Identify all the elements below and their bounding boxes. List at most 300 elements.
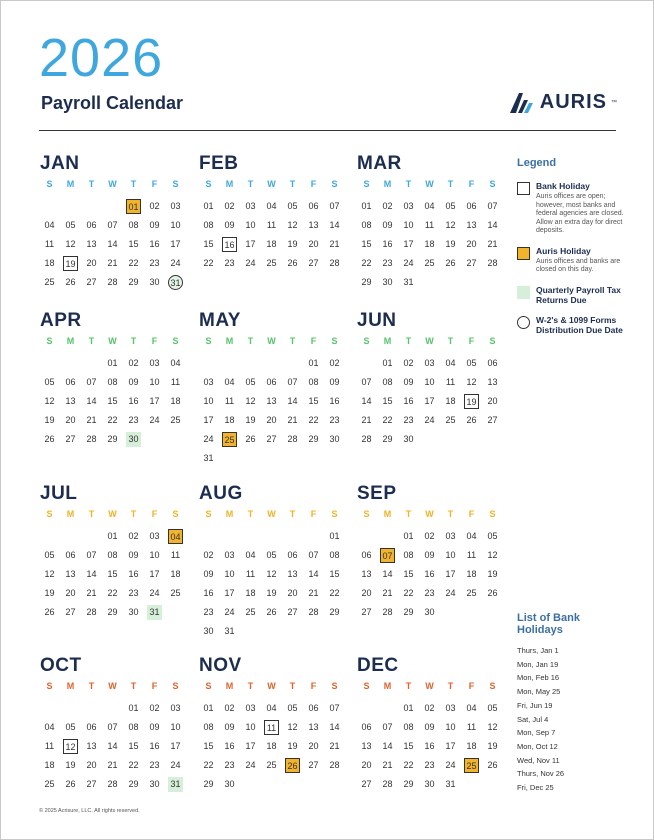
day-cell: 27 <box>466 258 477 268</box>
bank-holiday-items <box>517 644 627 795</box>
day-cell: 14 <box>107 239 118 249</box>
day-cell: 22 <box>403 588 414 598</box>
day-cell: 18 <box>466 569 477 579</box>
weekday-label: S <box>331 509 338 519</box>
weekday-label: S <box>46 509 53 519</box>
day-grid <box>356 354 508 449</box>
day-cell: 27 <box>266 434 277 444</box>
day-cell: 25 <box>445 415 456 425</box>
weekday-label: T <box>88 681 95 691</box>
day-cell: 14 <box>382 569 393 579</box>
weekday-label: M <box>383 336 392 346</box>
weekday-label: S <box>205 336 212 346</box>
day-cell: 07 <box>308 550 319 560</box>
day-cell: 24 <box>403 258 414 268</box>
day-cell: 18 <box>424 239 435 249</box>
bank-holiday-item: Sat, Jul 4 <box>517 714 549 724</box>
day-cell: 09 <box>424 550 435 560</box>
day-cell: 10 <box>170 220 181 230</box>
day-cell: 16 <box>149 741 160 751</box>
day-cell: 16 <box>424 569 435 579</box>
day-cell: 30 <box>424 779 435 789</box>
weekday-label: S <box>363 179 370 189</box>
day-cell: 09 <box>224 722 235 732</box>
legend-text <box>536 181 627 236</box>
weekday-label: S <box>205 509 212 519</box>
month-feb <box>198 153 350 273</box>
day-cell: 14 <box>107 741 118 751</box>
day-cell: 20 <box>65 415 76 425</box>
legend-text <box>536 285 627 305</box>
day-cell: 11 <box>266 220 277 230</box>
day-cell: 22 <box>107 415 118 425</box>
bank-holiday-item: Mon, May 25 <box>517 687 561 697</box>
day-cell: 28 <box>86 434 97 444</box>
month-aug <box>198 483 350 641</box>
day-grid <box>39 197 191 292</box>
weekday-label: M <box>66 179 75 189</box>
weekday-label: T <box>447 681 454 691</box>
day-cell: 04 <box>44 722 55 732</box>
weekday-label: F <box>151 179 158 189</box>
day-cell: 29 <box>361 277 372 287</box>
day-cell: 01 <box>329 531 340 541</box>
weekday-label: M <box>66 681 75 691</box>
weekday-label: T <box>289 681 296 691</box>
day-cell: 15 <box>361 239 372 249</box>
day-cell: 23 <box>128 415 139 425</box>
weekday-label: T <box>447 509 454 519</box>
weekday-header <box>39 681 191 695</box>
month-nov <box>198 655 350 794</box>
day-cell: 22 <box>403 760 414 770</box>
day-cell: 05 <box>487 531 498 541</box>
day-cell: 21 <box>329 239 340 249</box>
weekday-label: T <box>88 509 95 519</box>
day-cell: 04 <box>445 358 456 368</box>
weekday-label: S <box>46 336 53 346</box>
day-cell: 22 <box>203 760 214 770</box>
day-cell: 02 <box>424 531 435 541</box>
calendar-subtitle: Payroll Calendar <box>41 93 184 113</box>
auris-holiday-day: 25 <box>464 758 479 773</box>
weekday-header <box>39 509 191 523</box>
day-cell: 15 <box>128 239 139 249</box>
day-cell: 04 <box>245 550 256 560</box>
day-cell: 06 <box>86 220 97 230</box>
day-cell: 28 <box>382 607 393 617</box>
bank-holiday-item: Thurs, Jan 1 <box>517 646 559 655</box>
weekday-header <box>39 336 191 350</box>
month-name: JUN <box>357 310 397 331</box>
month-may <box>198 310 350 468</box>
legend-item-title: Bank Holiday <box>536 181 590 191</box>
weekday-label: M <box>383 681 392 691</box>
auris-holiday-day: 01 <box>126 199 141 214</box>
auris-holiday-day: 07 <box>380 548 395 563</box>
day-cell: 22 <box>308 415 319 425</box>
month-oct <box>39 655 191 794</box>
day-cell: 31 <box>445 779 456 789</box>
day-cell: 15 <box>203 239 214 249</box>
day-cell: 23 <box>128 588 139 598</box>
day-cell: 03 <box>149 531 160 541</box>
weekday-label: S <box>172 179 179 189</box>
day-cell: 06 <box>266 377 277 387</box>
day-cell: 15 <box>107 569 118 579</box>
day-cell: 09 <box>224 220 235 230</box>
day-cell: 09 <box>149 722 160 732</box>
day-cell: 11 <box>445 377 456 387</box>
day-cell: 02 <box>128 531 139 541</box>
month-sep <box>356 483 508 622</box>
day-cell: 20 <box>266 415 277 425</box>
day-cell: 05 <box>65 722 76 732</box>
day-cell: 01 <box>128 703 139 713</box>
weekday-header <box>198 336 350 350</box>
day-cell: 22 <box>128 258 139 268</box>
day-cell: 18 <box>245 588 256 598</box>
day-cell: 09 <box>329 377 340 387</box>
day-cell: 19 <box>65 760 76 770</box>
weekday-label: T <box>289 179 296 189</box>
day-cell: 29 <box>128 779 139 789</box>
month-name: MAR <box>357 153 402 174</box>
legend-text <box>536 315 627 335</box>
weekday-label: W <box>425 179 434 189</box>
legend <box>517 157 627 345</box>
day-cell: 12 <box>287 722 298 732</box>
day-cell: 29 <box>107 434 118 444</box>
day-cell: 13 <box>287 569 298 579</box>
tax-due-day: 31 <box>168 777 183 792</box>
day-cell: 13 <box>86 239 97 249</box>
day-cell: 20 <box>65 588 76 598</box>
bank-holiday-item: Fri, Jun 19 <box>517 700 553 710</box>
weekday-header <box>356 681 508 695</box>
day-cell: 03 <box>203 377 214 387</box>
year-title: 2026 <box>39 28 164 88</box>
bank-holiday-item: Thurs, Nov 26 <box>517 769 565 779</box>
day-cell: 01 <box>107 358 118 368</box>
legend-item-title: W-2's & 1099 Forms Distribution Due Date <box>536 314 623 335</box>
day-cell: 06 <box>308 201 319 211</box>
day-cell: 02 <box>128 358 139 368</box>
day-cell: 13 <box>86 741 97 751</box>
day-cell: 20 <box>308 239 319 249</box>
day-cell: 16 <box>424 741 435 751</box>
month-apr <box>39 310 191 449</box>
day-cell: 09 <box>403 377 414 387</box>
day-cell: 18 <box>266 239 277 249</box>
legend-title: Legend <box>517 157 557 169</box>
logo-trademark: ™ <box>611 99 617 106</box>
day-cell: 04 <box>466 703 477 713</box>
weekday-header <box>198 509 350 523</box>
day-cell: 19 <box>487 569 498 579</box>
day-cell: 03 <box>170 703 181 713</box>
day-cell: 21 <box>487 239 498 249</box>
day-cell: 07 <box>86 377 97 387</box>
day-cell: 18 <box>224 415 235 425</box>
day-cell: 27 <box>86 277 97 287</box>
day-cell: 10 <box>403 220 414 230</box>
day-cell: 27 <box>361 779 372 789</box>
day-cell: 27 <box>487 415 498 425</box>
weekday-label: F <box>310 336 317 346</box>
day-cell: 12 <box>245 396 256 406</box>
day-cell: 12 <box>287 220 298 230</box>
day-cell: 01 <box>382 358 393 368</box>
day-cell: 27 <box>287 607 298 617</box>
day-cell: 13 <box>266 396 277 406</box>
day-cell: 07 <box>329 703 340 713</box>
day-cell: 27 <box>65 607 76 617</box>
day-cell: 14 <box>308 569 319 579</box>
day-grid <box>356 699 508 794</box>
weekday-label: W <box>267 681 276 691</box>
day-cell: 24 <box>224 607 235 617</box>
day-cell: 23 <box>382 258 393 268</box>
legend-item-title: Quarterly Payroll Tax Returns Due <box>536 284 621 305</box>
day-cell: 04 <box>266 201 277 211</box>
day-cell: 26 <box>487 760 498 770</box>
day-cell: 17 <box>245 239 256 249</box>
day-cell: 21 <box>287 415 298 425</box>
day-cell: 30 <box>149 779 160 789</box>
day-cell: 06 <box>287 550 298 560</box>
day-cell: 20 <box>361 588 372 598</box>
day-cell: 02 <box>224 201 235 211</box>
bank-holiday-item: Mon, Oct 12 <box>517 741 558 751</box>
month-name: FEB <box>199 153 239 174</box>
day-cell: 08 <box>403 722 414 732</box>
day-cell: 28 <box>361 434 372 444</box>
day-cell: 03 <box>245 201 256 211</box>
weekday-label: T <box>289 509 296 519</box>
day-cell: 22 <box>361 258 372 268</box>
day-cell: 02 <box>203 550 214 560</box>
weekday-label: T <box>130 681 137 691</box>
weekday-label: S <box>205 179 212 189</box>
day-cell: 15 <box>329 569 340 579</box>
month-name: APR <box>40 310 82 331</box>
day-grid <box>39 527 191 622</box>
day-cell: 05 <box>65 220 76 230</box>
day-grid <box>198 354 350 468</box>
day-cell: 02 <box>224 703 235 713</box>
day-grid <box>198 527 350 641</box>
legend-item-description: Auris offices and banks are closed on this day. <box>536 257 621 273</box>
day-cell: 19 <box>44 415 55 425</box>
day-cell: 12 <box>44 396 55 406</box>
day-cell: 11 <box>424 220 435 230</box>
day-cell: 14 <box>86 396 97 406</box>
day-cell: 06 <box>487 358 498 368</box>
day-cell: 23 <box>329 415 340 425</box>
day-cell: 21 <box>308 588 319 598</box>
day-cell: 27 <box>308 760 319 770</box>
day-cell: 18 <box>170 396 181 406</box>
day-cell: 28 <box>107 779 118 789</box>
weekday-label: S <box>46 681 53 691</box>
day-cell: 07 <box>361 377 372 387</box>
day-cell: 14 <box>361 396 372 406</box>
bank-holiday-item: Mon, Sep 7 <box>517 728 556 738</box>
day-cell: 21 <box>382 588 393 598</box>
day-cell: 07 <box>382 722 393 732</box>
day-cell: 09 <box>128 377 139 387</box>
day-cell: 10 <box>424 377 435 387</box>
weekday-label: S <box>205 681 212 691</box>
day-cell: 07 <box>329 201 340 211</box>
bank-holiday-day: 16 <box>222 237 237 252</box>
day-cell: 15 <box>403 569 414 579</box>
day-cell: 24 <box>245 760 256 770</box>
day-cell: 17 <box>403 239 414 249</box>
day-cell: 22 <box>203 258 214 268</box>
day-cell: 23 <box>149 760 160 770</box>
day-cell: 16 <box>224 741 235 751</box>
weekday-label: S <box>172 509 179 519</box>
weekday-label: M <box>383 179 392 189</box>
day-cell: 08 <box>128 722 139 732</box>
day-cell: 04 <box>424 201 435 211</box>
day-cell: 19 <box>445 239 456 249</box>
day-cell: 28 <box>107 277 118 287</box>
day-cell: 10 <box>245 220 256 230</box>
day-cell: 29 <box>128 277 139 287</box>
day-cell: 02 <box>403 358 414 368</box>
day-cell: 10 <box>245 722 256 732</box>
day-grid <box>356 197 508 292</box>
bank-holiday-list-title: List of Bank Holidays <box>517 612 580 636</box>
month-name: AUG <box>199 483 243 504</box>
weekday-label: F <box>151 336 158 346</box>
day-cell: 25 <box>466 588 477 598</box>
weekday-label: S <box>363 681 370 691</box>
bank-holiday-item: Mon, Jan 19 <box>517 659 559 669</box>
day-cell: 09 <box>424 722 435 732</box>
month-jun <box>356 310 508 449</box>
day-cell: 09 <box>203 569 214 579</box>
weekday-label: T <box>130 336 137 346</box>
day-cell: 19 <box>266 588 277 598</box>
day-cell: 05 <box>487 703 498 713</box>
day-cell: 10 <box>149 377 160 387</box>
day-cell: 11 <box>466 722 477 732</box>
day-grid <box>356 527 508 622</box>
day-cell: 14 <box>487 220 498 230</box>
auris-logo <box>508 91 617 114</box>
day-cell: 18 <box>44 258 55 268</box>
day-cell: 30 <box>424 607 435 617</box>
day-cell: 03 <box>445 703 456 713</box>
auris-logo-icon <box>508 92 536 114</box>
day-cell: 21 <box>86 588 97 598</box>
weekday-label: M <box>225 336 234 346</box>
day-cell: 26 <box>44 434 55 444</box>
weekday-label: T <box>130 509 137 519</box>
day-cell: 25 <box>44 779 55 789</box>
day-grid <box>198 699 350 794</box>
weekday-label: S <box>172 336 179 346</box>
day-cell: 24 <box>424 415 435 425</box>
auris-holiday-day: 25 <box>222 432 237 447</box>
day-cell: 21 <box>107 258 118 268</box>
day-cell: 18 <box>44 760 55 770</box>
weekday-label: T <box>289 336 296 346</box>
day-cell: 20 <box>308 741 319 751</box>
day-cell: 31 <box>224 626 235 636</box>
weekday-label: F <box>151 509 158 519</box>
bank-holiday-day: 19 <box>464 394 479 409</box>
day-cell: 02 <box>424 703 435 713</box>
day-cell: 15 <box>107 396 118 406</box>
day-cell: 13 <box>65 396 76 406</box>
day-cell: 06 <box>65 377 76 387</box>
day-cell: 28 <box>487 258 498 268</box>
w2-due-day: 31 <box>168 275 183 290</box>
day-cell: 28 <box>287 434 298 444</box>
weekday-header <box>356 509 508 523</box>
day-cell: 14 <box>329 722 340 732</box>
weekday-label: T <box>88 336 95 346</box>
day-cell: 08 <box>107 550 118 560</box>
day-cell: 23 <box>224 760 235 770</box>
day-cell: 20 <box>361 760 372 770</box>
day-cell: 12 <box>65 239 76 249</box>
month-name: JUL <box>40 483 78 504</box>
day-cell: 08 <box>361 220 372 230</box>
day-cell: 23 <box>403 415 414 425</box>
day-cell: 19 <box>44 588 55 598</box>
day-cell: 30 <box>149 277 160 287</box>
weekday-label: S <box>172 681 179 691</box>
bank-holiday-item: Wed, Nov 11 <box>517 755 560 765</box>
day-cell: 27 <box>86 779 97 789</box>
day-cell: 10 <box>224 569 235 579</box>
day-cell: 18 <box>466 741 477 751</box>
day-cell: 17 <box>445 569 456 579</box>
day-cell: 25 <box>266 258 277 268</box>
day-cell: 10 <box>170 722 181 732</box>
day-cell: 25 <box>266 760 277 770</box>
day-cell: 31 <box>403 277 414 287</box>
day-cell: 13 <box>466 220 477 230</box>
day-grid <box>39 699 191 794</box>
day-cell: 01 <box>203 201 214 211</box>
weekday-label: W <box>267 509 276 519</box>
day-cell: 12 <box>266 569 277 579</box>
day-cell: 22 <box>382 415 393 425</box>
weekday-label: M <box>66 336 75 346</box>
month-name: DEC <box>357 655 399 676</box>
day-cell: 30 <box>224 779 235 789</box>
weekday-label: M <box>225 681 234 691</box>
day-cell: 17 <box>445 741 456 751</box>
day-cell: 26 <box>65 779 76 789</box>
day-cell: 15 <box>403 741 414 751</box>
day-cell: 11 <box>224 396 235 406</box>
day-cell: 18 <box>266 741 277 751</box>
day-cell: 23 <box>149 258 160 268</box>
weekday-label: T <box>88 179 95 189</box>
day-cell: 28 <box>382 779 393 789</box>
day-cell: 06 <box>361 722 372 732</box>
day-cell: 13 <box>487 377 498 387</box>
bank-holiday-day: 19 <box>63 256 78 271</box>
